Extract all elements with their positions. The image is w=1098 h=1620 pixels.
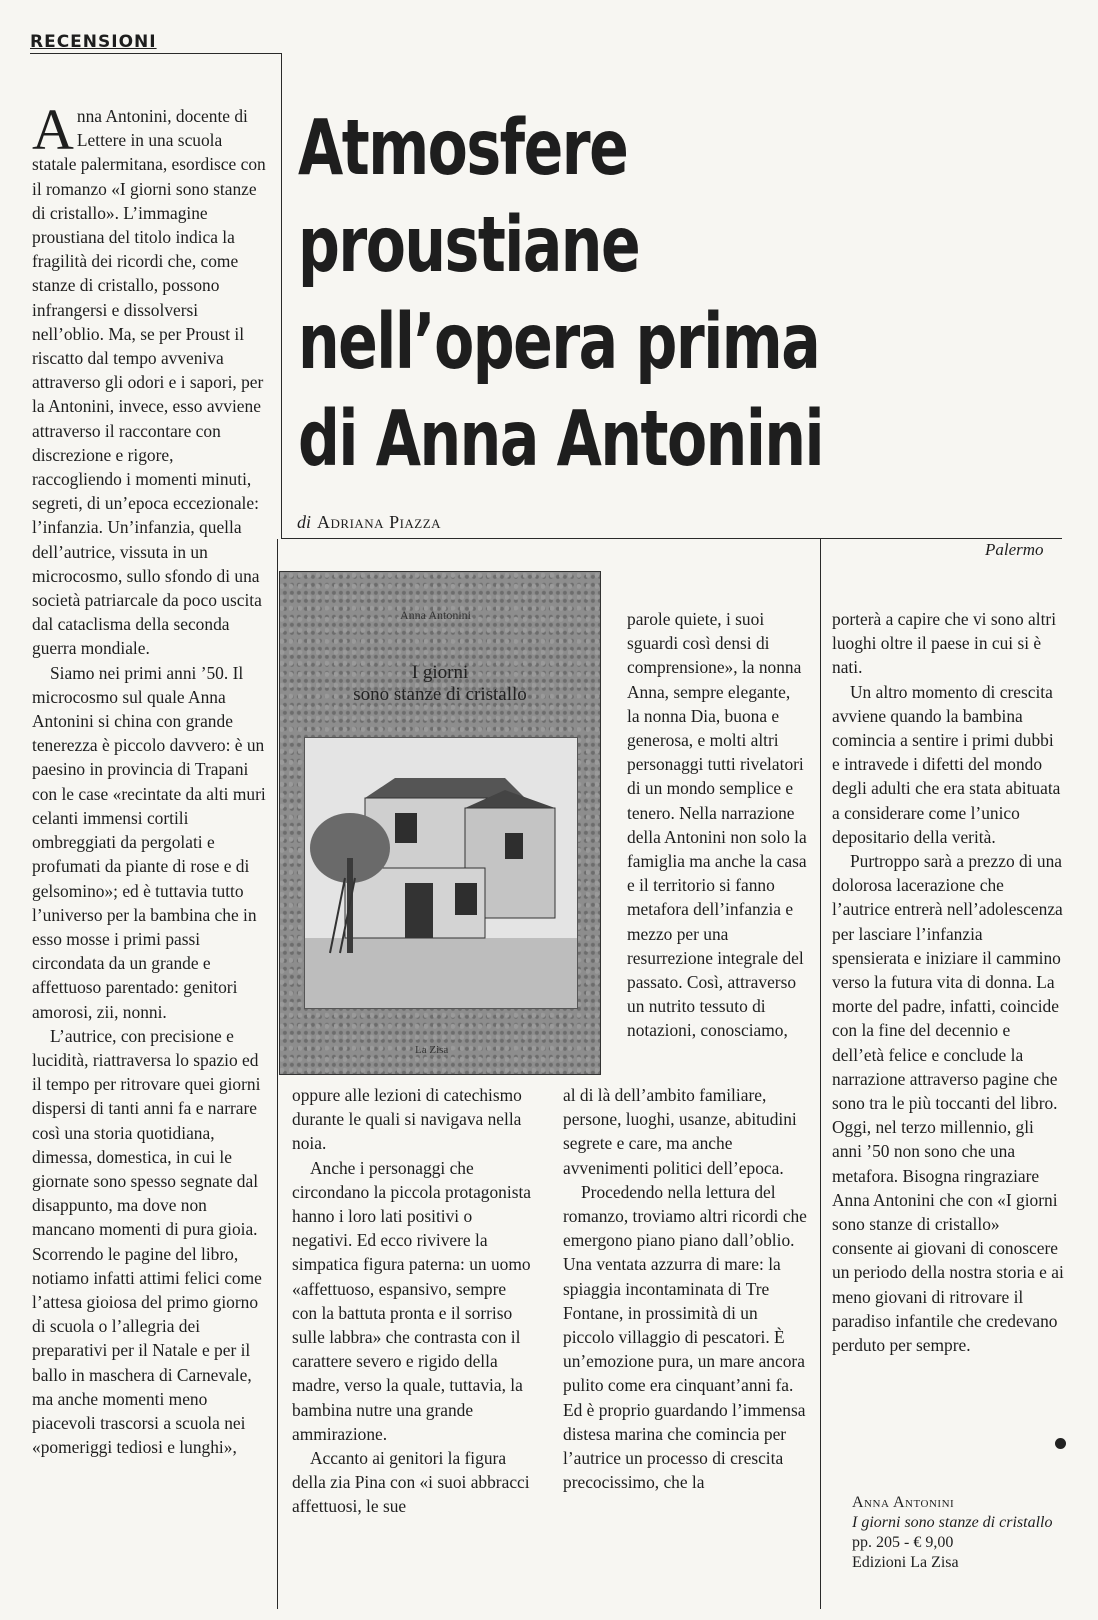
- paragraph: Siamo nei primi anni ’50. Il microcosmo sul quale Anna Antonini si china con grande tenerezza è piccolo davvero: è un paesino in provincia di Trapani con le case «recintate da alti muri celanti immensi cortili ombreggiati da pergolati e profumati da piante di rose e di gelsomino»; ed è tuttavia tutto l’universo per la bambina che in esso mosse i primi passi circondata da un grande e affettuoso parentado: genitori amorosi, zii, nonni.: [32, 662, 266, 1022]
- column-rule-vertical-mid: [277, 539, 278, 1609]
- headline: [298, 100, 824, 488]
- byline-prefix: di: [297, 512, 312, 532]
- cover-title: I giorni sono stanze di cristallo: [353, 662, 527, 705]
- book-info-title: I giorni sono stanze di cristallo: [852, 1514, 1053, 1531]
- paragraph: Accanto ai genitori la figura della zia Pina con «i suoi abbracci affettuosi, le sue: [292, 1448, 530, 1517]
- book-info-publisher: Edizioni La Zisa: [852, 1554, 959, 1571]
- byline-author: Adriana Piazza: [317, 512, 442, 532]
- column-2: [292, 1083, 534, 1519]
- column-3: [563, 1083, 809, 1494]
- column-3-top: [627, 607, 807, 1043]
- paragraph: Procedendo nella lettura del romanzo, troviamo altri ricordi che emergono piano piano dall’oblio. Una ventata azzurra di mare: la spiaggia incontaminata di Tre Fontane, in prossimità di un piccolo villaggio di pescatori. È un’emozione pura, un mare ancora pulito come era cinquant’anni fa. Ed è proprio guardando l’immensa distesa marina che comincia per l’autrice un processo di crescita precocissimo, che la: [563, 1181, 807, 1493]
- headline-line: Atmosfere: [298, 104, 628, 193]
- headline-line: di Anna Antonini: [298, 395, 824, 484]
- book-info-author: Anna Antonini: [852, 1494, 955, 1511]
- paragraph: oppure alle lezioni di catechismo durante le quali si navigava nella noia.: [292, 1085, 522, 1154]
- book-cover-image: [279, 571, 601, 1075]
- paragraph: L’autrice, con precisione e lucidità, riattraversa lo spazio ed il tempo per ritrovare quei giorni dispersi di tanti anni fa e narrare così una storia quotidiana, dimessa, domestica, in cui le giornate sono spesso segnate dal disappunto, ma dove non mancano momenti di pura gioia. Scorrendo le pagine del libro, notiamo infatti attimi felici come l’attesa gioiosa del primo giorno di scuola o l’allegria dei preparativi per il Natale e per il ballo in maschera di Carnevale, ma anche momenti meno piacevoli trascorsi a scuola nei «pomeriggi tediosi e lunghi»,: [32, 1025, 262, 1458]
- headline-line: proustiane: [298, 201, 640, 290]
- book-info: [852, 1493, 1052, 1573]
- cover-house-illustration: [304, 737, 578, 1009]
- paragraph: porterà a capire che vi sono altri luoghi oltre il paese in cui si è nati.: [832, 609, 1057, 678]
- byline-rule: [282, 538, 1062, 539]
- top-rule: [30, 53, 282, 54]
- paragraph: al di là dell’ambito familiare, persone, luoghi, usanze, abitudini segrete e care, ma anche avvenimenti politici dell’epoca.: [563, 1085, 797, 1178]
- paragraph: Anna Antonini, docente di Lettere in una scuola statale palermitana, esordisce con il romanzo «I giorni sono stanze di cristallo». L’immagine proustiana del titolo indica la fragilità dei ricordi che, come stanze di cristallo, possono infrangersi e dissolversi nell’oblio. Ma, se per Proust il riscatto dal tempo avveniva attraverso gli odori e i sapori, per la Antonini, invece, esso avviene attraverso il raccontare con discrezione e rigore, raccogliendo i momenti minuti, segreti, di un’epoca eccezionale: l’infanzia. Un’infanzia, quella dell’autrice, vissuta in un microcosmo, sullo sfondo di una società patriarcale da poco uscita dal cataclisma della seconda guerra mondiale.: [32, 97, 266, 659]
- paragraph: Purtroppo sarà a prezzo di una dolorosa lacerazione che l’autrice entrerà nell’adolescenza per lasciare l’infanzia spensierata e iniziare il cammino verso la futura vita di donna. La morte del padre, infatti, coincide con la fine del decennio e dell’età felice e conclude la narrazione attraverso pagine che sono tra le più toccanti del libro. Oggi, nel terzo millennio, gli anni ’50 non sono che una metafora. Bisogna ringraziare Anna Antonini che con «I giorni sono stanze di cristallo» consente ai giovani di conoscere un periodo della nostra storia e ai meno giovani di ritrovare il paradiso infantile che credevano perduto per sempre.: [832, 851, 1064, 1356]
- paragraph: Un altro momento di crescita avviene quando la bambina comincia a sentire i primi dubbi e intravede i difetti del mondo degli adulti che era stata abituata a considerare come l’unico depositario della verità.: [832, 681, 1061, 847]
- column-rule-vertical-left: [281, 53, 282, 539]
- paragraph: parole quiete, i suoi sguardi così densi di comprensione», la nonna Anna, sempre elegante, la nonna Dia, buona e generosa, e molti altri personaggi tutti rivelatori di un mondo semplice e tenero. Nella narrazione della Antonini non solo la famiglia ma anche la casa e il territorio si fanno metafora dell’infanzia e mezzo per una resurrezione integrale del passato. Così, attraverso un nutrito tessuto di notazioni, conosciamo,: [627, 609, 807, 1041]
- headline-line: nell’opera prima: [298, 298, 820, 387]
- cover-author: Anna Antonini: [400, 608, 471, 622]
- column-1: [32, 97, 266, 1459]
- end-mark: [1055, 1438, 1066, 1449]
- cover-publisher: La Zisa: [415, 1044, 449, 1056]
- section-label: RECENSIONI: [30, 32, 157, 52]
- column-4: [832, 607, 1064, 1357]
- book-info-details: pp. 205 - € 9,00: [852, 1534, 954, 1551]
- dateline-place: Palermo: [985, 540, 1044, 559]
- paragraph: Anche i personaggi che circondano la piccola protagonista hanno i loro lati positivi o negativi. Ed ecco rivivere la simpatica figura paterna: un uomo «affettuoso, espansivo, sempre con la battuta pronta e il sorriso sulle labbra» che contrasta con il carattere severo e rigido della madre, verso la quale, tuttavia, la bambina nutre una grande ammirazione.: [292, 1157, 532, 1444]
- drop-cap: A: [32, 97, 74, 162]
- byline: [297, 512, 441, 533]
- column-rule-vertical-right: [820, 539, 821, 1609]
